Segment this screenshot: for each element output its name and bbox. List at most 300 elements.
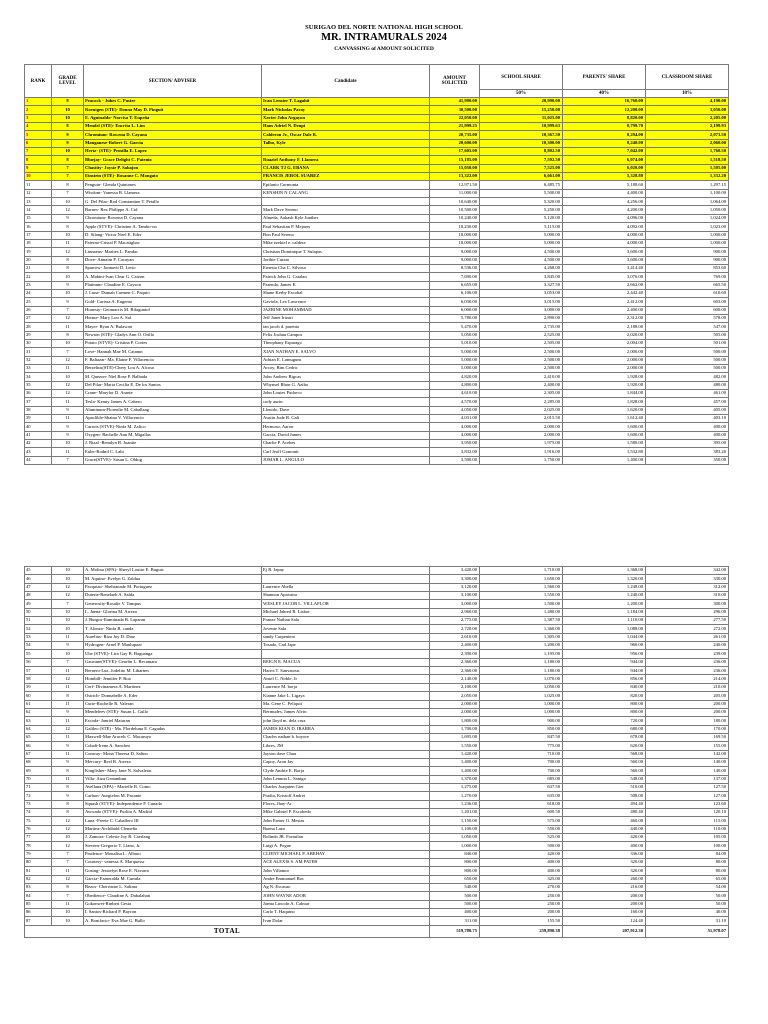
- classroom-share-cell: 900.00: [646, 248, 729, 256]
- amount-solicited-cell: 3,420.00: [430, 567, 480, 575]
- amount-solicited-cell: 1,150.00: [430, 817, 480, 825]
- parents-share-cell: 8,240.00: [563, 139, 646, 147]
- section-adviser-cell: Sparrow- Jonnavit D. Lerio: [84, 264, 262, 272]
- rank-cell: 26: [25, 306, 52, 314]
- school-share-cell: 250.00: [480, 900, 563, 908]
- school-share-cell: 4,268.00: [480, 264, 563, 272]
- grade-level-cell: 11: [52, 700, 84, 708]
- parents-share-cell: 420.00: [563, 834, 646, 842]
- amount-solicited-cell: 10,000.00: [430, 239, 480, 247]
- candidate-cell: Harris T. Sanvarous: [262, 667, 430, 675]
- classroom-share-cell: 65.00: [646, 875, 729, 883]
- amount-solicited-cell: 11,000.00: [430, 189, 480, 197]
- grade-level-cell: 11: [52, 398, 84, 406]
- parents-share-cell: 3,414.40: [563, 264, 646, 272]
- classroom-share-cell: 403.10: [646, 415, 729, 423]
- section-adviser-cell: A. Bonifacio- Eva Mae G. Bullo: [84, 917, 262, 925]
- section-adviser-cell: Kingfisher- Mary Jane N. Salvaleon: [84, 767, 262, 775]
- section-adviser-cell: Ube (STVE)- Lira Gay B. Baguanga: [84, 650, 262, 658]
- section-adviser-cell: Paterno-Cristal P. Macatigbac: [84, 239, 262, 247]
- section-adviser-cell: Duterte-Renelaeb A. Salda: [84, 592, 262, 600]
- classroom-share-cell: 1,760.50: [646, 148, 729, 156]
- amount-solicited-cell: 4,570.00: [430, 398, 480, 406]
- parents-share-cell: 944.00: [563, 667, 646, 675]
- rank-cell: 53: [25, 633, 52, 641]
- school-share-cell: 1,650.00: [480, 575, 563, 583]
- parents-share-cell: 440.00: [563, 825, 646, 833]
- school-share-cell: 1,200.00: [480, 642, 563, 650]
- rank-cell: 14: [25, 206, 52, 214]
- total-classroom-share: 51,978.07: [646, 925, 729, 937]
- rank-cell: 51: [25, 617, 52, 625]
- school-share-cell: 20,990.00: [480, 98, 563, 106]
- classroom-share-cell: 100.00: [646, 842, 729, 850]
- section-adviser-cell: Garcia- Esmeralda M. Cumila: [84, 875, 262, 883]
- classroom-share-cell: 769.00: [646, 273, 729, 281]
- section-adviser-cell: Roentgen (STE)- Donna May D. Pinguit: [84, 106, 262, 114]
- section-adviser-cell: Aluminum-Florenlie M. Caballaag: [84, 406, 262, 414]
- school-share-cell: 1,975.00: [480, 440, 563, 448]
- school-share-cell: 8,802.50: [480, 148, 563, 156]
- rank-cell: 9: [25, 164, 52, 172]
- amount-solicited-cell: 4,000.00: [430, 431, 480, 439]
- section-adviser-cell: T. Alonzo- Ninfa B. canda: [84, 625, 262, 633]
- table-row: [25, 608, 729, 616]
- table-row: [25, 583, 729, 591]
- classroom-share-cell: 547.00: [646, 323, 729, 331]
- grade-level-cell: 12: [52, 206, 84, 214]
- candidate-cell: Ansel C. Noble, Jr: [262, 675, 430, 683]
- table-row: [25, 131, 729, 139]
- amount-solicited-cell: 10,500.00: [430, 206, 480, 214]
- candidate-cell: Laurence M. borja: [262, 683, 430, 691]
- school-share-cell: 1,070.00: [480, 675, 563, 683]
- table-row: [25, 123, 729, 131]
- candidate-cell: sandy Carpentero: [262, 633, 430, 641]
- amount-solicited-cell: 15,185.00: [430, 156, 480, 164]
- amount-solicited-cell: 21,999.25: [430, 123, 480, 131]
- classroom-share-cell: 312.00: [646, 583, 729, 591]
- section-adviser-cell: Carrots (STVE)-Ninfa M. Zafico: [84, 423, 262, 431]
- amount-solicited-cell: 10,000.00: [430, 231, 480, 239]
- classroom-share-cell: 127.00: [646, 792, 729, 800]
- parents-share-cell: 12,200.00: [563, 106, 646, 114]
- grade-level-cell: 11: [52, 448, 84, 456]
- amount-solicited-cell: 2,960.00: [430, 608, 480, 616]
- table-row: [25, 825, 729, 833]
- section-adviser-cell: M. Aquino- Evelyn G. Zaldua: [84, 575, 262, 583]
- classroom-share-cell: 1,064.00: [646, 198, 729, 206]
- parents-share-cell: 1,184.00: [563, 608, 646, 616]
- candidate-cell: JOMAR L. ANGULO: [262, 456, 430, 464]
- grade-level-cell: 10: [52, 909, 84, 917]
- school-share-cell: 900.00: [480, 717, 563, 725]
- section-adviser-cell: Hertz- (STE)- Prosilla E. Lopez: [84, 148, 262, 156]
- grade-level-cell: 9: [52, 792, 84, 800]
- parents-share-cell: 400.00: [563, 842, 646, 850]
- candidate-cell: CLIENT MICHAEL P. ABEHAY: [262, 850, 430, 858]
- rank-cell: 75: [25, 817, 52, 825]
- parents-share-cell: 2,188.00: [563, 323, 646, 331]
- grade-level-cell: 8: [52, 156, 84, 164]
- school-share-cell: 1,025.00: [480, 692, 563, 700]
- candidate-cell: Michael Jahred R. Lisbor: [262, 608, 430, 616]
- grade-level-cell: 10: [52, 575, 84, 583]
- table-row: [25, 256, 729, 264]
- table-row: [25, 717, 729, 725]
- grade-level-cell: 11: [52, 415, 84, 423]
- rank-cell: 10: [25, 173, 52, 181]
- candidate-cell: Charles nathan b. boyore: [262, 733, 430, 741]
- grade-level-cell: 8: [52, 808, 84, 816]
- amount-solicited-cell: 2,100.00: [430, 683, 480, 691]
- parents-share-cell: 1,620.00: [563, 406, 646, 414]
- candidate-cell: ACE ALEXIS S. AM PATER: [262, 859, 430, 867]
- table-row: [25, 214, 729, 222]
- school-share-cell: 2,000.00: [480, 423, 563, 431]
- parents-share-cell: 160.00: [563, 909, 646, 917]
- parents-share-cell: 480.40: [563, 808, 646, 816]
- grade-level-cell: 10: [52, 650, 84, 658]
- amount-solicited-cell: 9,000.00: [430, 248, 480, 256]
- rank-cell: 87: [25, 917, 52, 925]
- classroom-share-cell: 80.00: [646, 859, 729, 867]
- classroom-share-cell: 610.60: [646, 289, 729, 297]
- amount-solicited-cell: 2,000.00: [430, 700, 480, 708]
- rank-cell: 69: [25, 767, 52, 775]
- classroom-share-cell: 1,518.50: [646, 156, 729, 164]
- parents-share-cell: 2,662.00: [563, 281, 646, 289]
- rank-cell: 19: [25, 248, 52, 256]
- table-row: [25, 223, 729, 231]
- classroom-share-cell: 140.00: [646, 758, 729, 766]
- grade-level-cell: 12: [52, 825, 84, 833]
- section-adviser-cell: Dove- Annaim F. Cacayan: [84, 256, 262, 264]
- table-row: [25, 658, 729, 666]
- school-share-cell: 4,500.00: [480, 256, 563, 264]
- candidate-cell: cody aurin: [262, 398, 430, 406]
- candidate-cell: Mark Dave Sereno: [262, 206, 430, 214]
- section-adviser-cell: Gold- Carissa A. Eugenio: [84, 298, 262, 306]
- school-share-cell: 2,305.00: [480, 390, 563, 398]
- classroom-share-cell: 500.00: [646, 348, 729, 356]
- classroom-share-cell: 200.00: [646, 708, 729, 716]
- rank-cell: 40: [25, 423, 52, 431]
- section-adviser-cell: L. Jaena- Glorina M. Arreza: [84, 608, 262, 616]
- school-share-cell: 2,735.00: [480, 323, 563, 331]
- section-adviser-cell: Aurelius- Riza Joy D. Diaz: [84, 633, 262, 641]
- grade-level-cell: 10: [52, 148, 84, 156]
- section-adviser-cell: Mayer- Ryan A. Bulawan: [84, 323, 262, 331]
- amount-solicited-cell: 10,640.00: [430, 198, 480, 206]
- school-share-cell: 325.00: [480, 875, 563, 883]
- section-adviser-cell: Gokonwei-Rinbert Gesta: [84, 900, 262, 908]
- school-share-cell: 2,285.00: [480, 398, 563, 406]
- school-share-cell: 710.00: [480, 750, 563, 758]
- candidate-cell: Jeff Janet Irizari: [262, 314, 430, 322]
- rank-cell: 50: [25, 608, 52, 616]
- school-share-cell: 5,320.00: [480, 198, 563, 206]
- classroom-share-cell: 480.00: [646, 381, 729, 389]
- table-row: [25, 264, 729, 272]
- grade-level-cell: 10: [52, 198, 84, 206]
- rank-cell: 31: [25, 348, 52, 356]
- table-row: [25, 323, 729, 331]
- amount-solicited-cell: 2,390.00: [430, 650, 480, 658]
- amount-solicited-cell: 3,100.00: [430, 592, 480, 600]
- section-adviser-cell: Honesty- Geomacris M. Bilaguntol: [84, 306, 262, 314]
- section-adviser-cell: E. Aguinaldo- Narcisa T. Eupeña: [84, 114, 262, 122]
- candidate-cell: Shane Kerby Escobal: [262, 289, 430, 297]
- table-row: [25, 198, 729, 206]
- school-share-cell: 420.00: [480, 850, 563, 858]
- amount-solicited-cell: 3,950.00: [430, 440, 480, 448]
- school-share-cell: 10,999.63: [480, 123, 563, 131]
- candidate-cell: Clyde Andrie E. Borja: [262, 767, 430, 775]
- school-share-cell: 1,560.00: [480, 583, 563, 591]
- school-share-cell: 500.00: [480, 842, 563, 850]
- section-adviser-cell: Chromium- Rowena D. Cayana: [84, 131, 262, 139]
- rank-cell: 41: [25, 431, 52, 439]
- grade-level-cell: 9: [52, 708, 84, 716]
- amount-solicited-cell: 1,370.00: [430, 775, 480, 783]
- parents-share-cell: 956.00: [563, 650, 646, 658]
- table-row: [25, 567, 729, 575]
- classroom-share-cell: 123.60: [646, 800, 729, 808]
- parents-share-cell: 4,200.00: [563, 206, 646, 214]
- table-row: [25, 398, 729, 406]
- rank-cell: 68: [25, 758, 52, 766]
- rank-cell: 4: [25, 123, 52, 131]
- rank-cell: 73: [25, 800, 52, 808]
- section-adviser-cell: Maxwell-Mae Aracelc C. Macaruyo: [84, 733, 262, 741]
- grade-level-cell: 8: [52, 123, 84, 131]
- grade-level-cell: 9: [52, 281, 84, 289]
- school-share-cell: 11,025.00: [480, 114, 563, 122]
- grade-level-cell: 8: [52, 181, 84, 189]
- classroom-share-cell: 853.60: [646, 264, 729, 272]
- table-row: [25, 675, 729, 683]
- parents-share-cell: 2,400.00: [563, 306, 646, 314]
- candidate-cell: Jarma Lincoln A. Calmar: [262, 900, 430, 908]
- parents-share-cell: 560.00: [563, 767, 646, 775]
- amount-solicited-cell: 3,500.00: [430, 456, 480, 464]
- grade-level-cell: 8: [52, 264, 84, 272]
- amount-solicited-cell: 4,610.00: [430, 390, 480, 398]
- candidate-cell: Epifanio Curmonta: [262, 181, 430, 189]
- school-share-cell: 400.00: [480, 859, 563, 867]
- parents-share-cell: 1,088.00: [563, 625, 646, 633]
- classroom-share-cell: 1,023.00: [646, 223, 729, 231]
- candidate-cell: [262, 198, 430, 206]
- school-share-percent: 50%: [480, 90, 563, 98]
- amount-solicited-cell: 5,470.00: [430, 323, 480, 331]
- rank-cell: 29: [25, 331, 52, 339]
- candidate-cell: Franze Nathan Sala: [262, 617, 430, 625]
- grade-level-cell: 12: [52, 875, 84, 883]
- table-row: [25, 331, 729, 339]
- section-adviser-cell: Euler-Rodnil C. Labi: [84, 448, 262, 456]
- table-row: [25, 106, 729, 114]
- classroom-share-cell: 142.00: [646, 750, 729, 758]
- amount-solicited-cell: 400.00: [430, 909, 480, 917]
- rank-cell: 58: [25, 675, 52, 683]
- candidate-cell: Tosado, Carl Jape: [262, 642, 430, 650]
- parents-share-cell: 1,110.00: [563, 617, 646, 625]
- classroom-share-cell: 500.00: [646, 356, 729, 364]
- classroom-share-cell: 2,205.00: [646, 114, 729, 122]
- amount-solicited-cell: 7,690.00: [430, 273, 480, 281]
- section-adviser-cell: Peacock - Jubes C. Paster: [84, 98, 262, 106]
- classroom-share-cell: 236.00: [646, 667, 729, 675]
- amount-solicited-cell: 4,820.00: [430, 373, 480, 381]
- school-share-cell: 5,250.00: [480, 206, 563, 214]
- parents-share-cell: 1,580.00: [563, 440, 646, 448]
- table-row: [25, 800, 729, 808]
- table-row: [25, 239, 729, 247]
- grade-level-cell: 10: [52, 834, 84, 842]
- table-row: [25, 625, 729, 633]
- section-adviser-cell: Squash (STVE)- Independence P. Cunada: [84, 800, 262, 808]
- rank-cell: 72: [25, 792, 52, 800]
- candidate-cell: JAMES KIAN D. IBARRA: [262, 725, 430, 733]
- amount-solicited-cell: 1,236.00: [430, 800, 480, 808]
- parents-share-cell: 1,532.80: [563, 448, 646, 456]
- school-share-cell: 15,250.00: [480, 106, 563, 114]
- rank-cell: 27: [25, 314, 52, 322]
- school-share-cell: 1,360.00: [480, 625, 563, 633]
- classroom-share-cell: 105.00: [646, 834, 729, 842]
- candidate-cell: Parenda, James E.: [262, 281, 430, 289]
- classroom-share-cell: 350.00: [646, 456, 729, 464]
- candidate-cell: Andre Emmanuel Boc: [262, 875, 430, 883]
- section-adviser-cell: D. Silang- Victor Noel E. Eder: [84, 231, 262, 239]
- rank-cell: 59: [25, 683, 52, 691]
- parents-share-cell: 1,240.00: [563, 592, 646, 600]
- amount-solicited-cell: 4,800.00: [430, 381, 480, 389]
- amount-solicited-cell: 5,000.00: [430, 348, 480, 356]
- candidate-cell: Gaviola, Lex Lawrence: [262, 298, 430, 306]
- candidate-cell: Llenido, Dave: [262, 406, 430, 414]
- school-share-cell: 850.00: [480, 725, 563, 733]
- grade-level-cell: 12: [52, 390, 84, 398]
- amount-solicited-cell: 311.00: [430, 917, 480, 925]
- parents-share-cell: 5,188.60: [563, 181, 646, 189]
- classroom-share-cell: 40.00: [646, 909, 729, 917]
- candidate-cell: Austin Jude R. Gali: [262, 415, 430, 423]
- amount-solicited-cell: 1,050.00: [430, 834, 480, 842]
- parents-share-cell: 4,092.00: [563, 223, 646, 231]
- amount-solicited-cell: 3,000.00: [430, 600, 480, 608]
- grade-level-cell: 9: [52, 406, 84, 414]
- grade-level-cell: 10: [52, 231, 84, 239]
- school-share-cell: 2,525.00: [480, 331, 563, 339]
- table-row: [25, 617, 729, 625]
- parents-share-cell: 5,328.80: [563, 173, 646, 181]
- classroom-share-cell: 31.10: [646, 917, 729, 925]
- amount-solicited-cell: 840.00: [430, 850, 480, 858]
- school-share-cell: 2,025.00: [480, 406, 563, 414]
- parents-share-cell: 560.00: [563, 758, 646, 766]
- amount-solicited-cell: 2,775.00: [430, 617, 480, 625]
- rank-cell: 38: [25, 406, 52, 414]
- parents-share-cell: 2,442.40: [563, 289, 646, 297]
- classroom-share-cell: 1,100.00: [646, 189, 729, 197]
- canvass-table-part-2: [24, 566, 729, 938]
- candidate-cell: John Lennon L. Saniga: [262, 775, 430, 783]
- totals-label: TOTAL: [25, 925, 430, 937]
- classroom-share-cell: 310.00: [646, 592, 729, 600]
- amount-solicited-cell: 22,050.00: [430, 114, 480, 122]
- table-row: [25, 356, 729, 364]
- rank-cell: 64: [25, 725, 52, 733]
- amount-solicited-cell: 3,300.00: [430, 575, 480, 583]
- amount-solicited-cell: 1,201.00: [430, 808, 480, 816]
- rank-cell: 80: [25, 859, 52, 867]
- rank-cell: 48: [25, 592, 52, 600]
- candidate-cell: Libres, JM: [262, 742, 430, 750]
- candidate-cell: Carl Jeoff Gomonit: [262, 448, 430, 456]
- total-amount: 519,780.75: [430, 925, 480, 937]
- section-adviser-cell: Gosing- Jessielyn Rose E. Navarro: [84, 867, 262, 875]
- school-share-cell: 1,480.00: [480, 608, 563, 616]
- candidate-cell: Laurence Abella: [262, 583, 430, 591]
- parents-share-cell: 320.00: [563, 859, 646, 867]
- parents-share-cell: 4,000.00: [563, 231, 646, 239]
- grade-level-cell: 8: [52, 223, 84, 231]
- table-row: [25, 181, 729, 189]
- table-row: [25, 231, 729, 239]
- section-adviser-cell: Penguin- Glenda Quintanes: [84, 181, 262, 189]
- amount-solicited-cell: 1,700.00: [430, 725, 480, 733]
- classroom-share-cell: 277.50: [646, 617, 729, 625]
- section-adviser-cell: Galileo (STE) - Ma. Flordeluna E. Cagadas: [84, 725, 262, 733]
- rank-cell: 60: [25, 692, 52, 700]
- grade-level-cell: 12: [52, 817, 84, 825]
- parents-share-cell: 320.00: [563, 867, 646, 875]
- school-share-cell: 775.00: [480, 742, 563, 750]
- grade-level-cell: 9: [52, 758, 84, 766]
- grade-level-cell: 11: [52, 900, 84, 908]
- classroom-share-cell: 50.00: [646, 900, 729, 908]
- school-share-cell: 2,500.00: [480, 356, 563, 364]
- amount-solicited-cell: 3,120.00: [430, 583, 480, 591]
- school-share-cell: 1,750.00: [480, 456, 563, 464]
- table-row: [25, 148, 729, 156]
- classroom-share-cell: 140.00: [646, 767, 729, 775]
- table-row: [25, 390, 729, 398]
- table-row: [25, 783, 729, 791]
- grade-level-cell: 8: [52, 256, 84, 264]
- rank-cell: 21: [25, 264, 52, 272]
- rank-cell: 8: [25, 156, 52, 164]
- parents-share-cell: 1,612.40: [563, 415, 646, 423]
- amount-solicited-cell: 3,832.00: [430, 448, 480, 456]
- school-share-cell: 1,050.00: [480, 683, 563, 691]
- candidate-cell: JAZRINE MOHAMMAD: [262, 306, 430, 314]
- section-adviser-cell: Mercury- Reel R. Arreza: [84, 758, 262, 766]
- table-row: [25, 758, 729, 766]
- grade-level-cell: 11: [52, 717, 84, 725]
- table-row: [25, 339, 729, 347]
- school-name: SURIGAO DEL NORTE NATIONAL HIGH SCHOOL: [305, 24, 463, 31]
- amount-solicited-cell: 20,735.00: [430, 131, 480, 139]
- section-adviser-cell: Hydrogen- Arnel P. Manlupazc: [84, 642, 262, 650]
- classroom-share-cell: 1,050.00: [646, 206, 729, 214]
- grade-level-cell: 12: [52, 314, 84, 322]
- classroom-share-cell: 155.00: [646, 742, 729, 750]
- classroom-share-cell: 80.00: [646, 867, 729, 875]
